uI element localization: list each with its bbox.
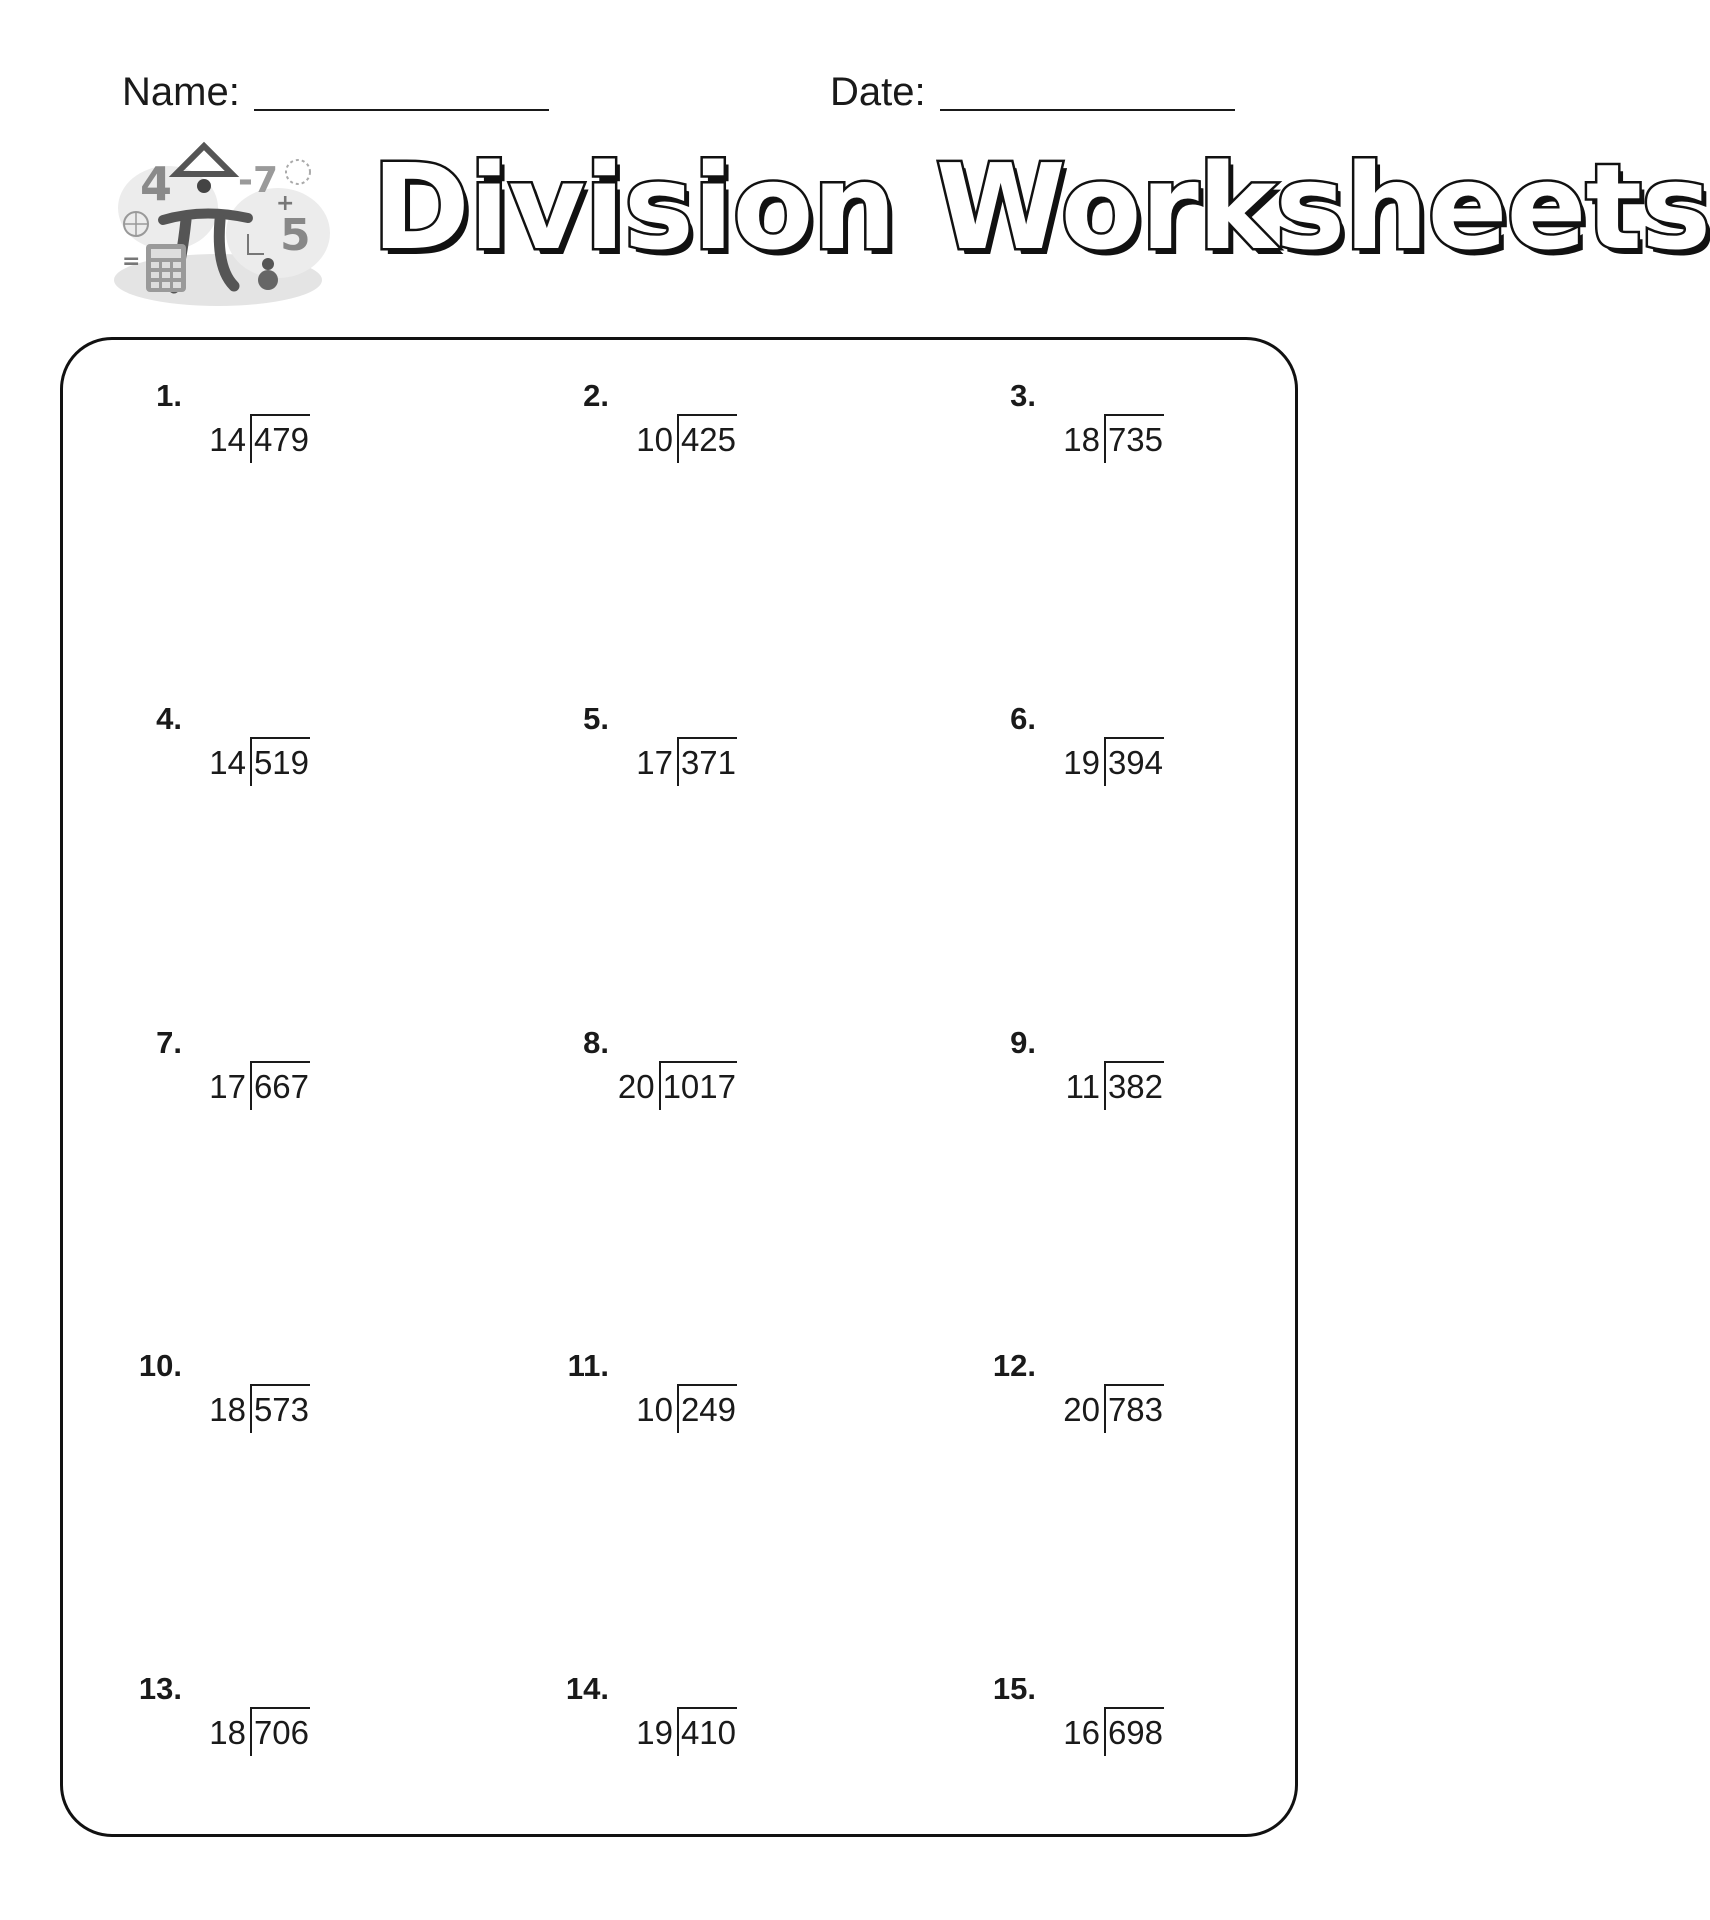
svg-text:=: = [122,249,141,274]
date-field [830,70,1235,115]
problem-item [537,1025,737,1125]
long-division-expression [1063,737,1164,786]
svg-text:4: 4 [140,157,173,211]
long-division-expression [209,414,310,463]
date-blank[interactable] [940,109,1235,111]
dividend: 371 [677,737,737,786]
long-division-expression [636,1384,737,1433]
divisor: 17 [209,1068,246,1105]
dividend: 735 [1104,414,1164,463]
problem-number: 3. [1010,378,1036,413]
long-division-expression [636,414,737,463]
problem-number: 7. [156,1025,182,1060]
long-division-expression [1063,1384,1164,1433]
problem-number: 9. [1010,1025,1036,1060]
divisor: 18 [209,1714,246,1751]
long-division-expression [1066,1061,1164,1110]
divisor: 17 [636,744,673,781]
dividend: 1017 [659,1061,737,1110]
date-label: Date: [830,70,926,114]
problem-item [964,378,1164,478]
problem-item [537,1671,737,1771]
problem-item [110,701,310,801]
divisor: 20 [617,1068,655,1105]
dividend: 667 [250,1061,310,1110]
long-division-expression [1063,414,1164,463]
problem-number: 11. [567,1348,609,1383]
divisor: 20 [1063,1391,1100,1428]
dividend: 698 [1104,1707,1164,1756]
divisor: 11 [1065,1068,1100,1105]
problem-number: 6. [1010,701,1036,736]
dividend: 519 [250,737,310,786]
dividend: 573 [250,1384,310,1433]
problem-item [110,1025,310,1125]
problem-number: 5. [583,701,609,736]
problem-item [537,701,737,801]
long-division-expression [209,1061,310,1110]
problem-item [964,1348,1164,1448]
dividend: 706 [250,1707,310,1756]
dividend: 425 [677,414,737,463]
problem-number: 14. [565,1671,609,1706]
math-illustration-icon [108,138,336,310]
problem-item [110,378,310,478]
long-division-expression [209,1384,310,1433]
svg-text:-7: -7 [238,160,278,201]
divisor: 10 [636,1391,673,1428]
dividend: 394 [1104,737,1164,786]
long-division-expression [636,737,737,786]
long-division-expression [636,1707,737,1756]
problem-number: 15. [992,1671,1036,1706]
long-division-expression [209,1707,310,1756]
problem-item [110,1348,310,1448]
page-title: Division Worksheets [372,138,1710,276]
problem-item [537,378,737,478]
dividend: 783 [1104,1384,1164,1433]
long-division-expression [209,737,310,786]
divisor: 10 [636,421,673,458]
problem-number: 8. [583,1025,609,1060]
problem-number: 13. [138,1671,182,1706]
svg-text:+: + [276,191,295,216]
problem-item [537,1348,737,1448]
dividend: 382 [1104,1061,1164,1110]
divisor: 18 [209,1391,246,1428]
divisor: 18 [1063,421,1100,458]
svg-text:5: 5 [280,210,311,261]
divisor: 14 [209,744,246,781]
dividend: 479 [250,414,310,463]
problem-item [964,1025,1164,1125]
divisor: 14 [209,421,246,458]
divisor: 16 [1063,1714,1100,1751]
problem-number: 10. [138,1348,182,1383]
long-division-expression [618,1061,737,1110]
divisor: 19 [636,1714,673,1751]
problem-number: 1. [156,378,182,413]
problem-item [964,1671,1164,1771]
dividend: 249 [677,1384,737,1433]
dividend: 410 [677,1707,737,1756]
problem-item [964,701,1164,801]
problem-number: 12. [992,1348,1036,1383]
long-division-expression [1063,1707,1164,1756]
problem-number: 2. [583,378,609,413]
problem-number: 4. [156,701,182,736]
name-label: Name: [122,70,240,114]
name-field [122,70,549,115]
name-blank[interactable] [254,109,549,111]
problem-item [110,1671,310,1771]
divisor: 19 [1063,744,1100,781]
